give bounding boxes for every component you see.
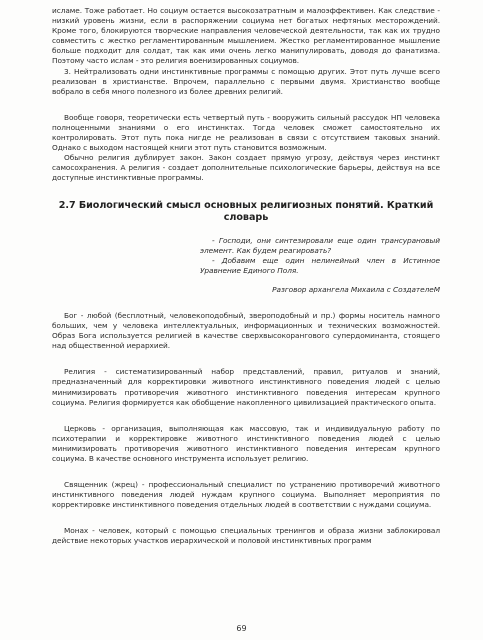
definition-religion: Религия - систематизированный набор представлений, правил, ритуалов и знаний, предназначенный для корректировки животного инстинктивного поведения людей с целью минимизировать противоречия животного инстинктивного поведения интересам крупного социума. Религия формируется как обобщение накопленного цивилизацией практического опыта. (52, 367, 440, 407)
epigraph (200, 236, 440, 276)
paragraph-islam: исламе. Тоже работает. Но социум остается высокозатратным и малоэффективен. Как следствие - низкий уровень жизни, если в распоряжении социума нет богатых нефтяных месторождений. Кроме того, блокируются творческие направления человеческой деятельности, так как их трудно совместить с жестко регламентированным мышлением. Жестко регламентированное мышление больше подходит для солдат, так как ими очень легко манипулировать, доводя до фанатизма. Поэтому часто ислам - это религия военизированных социумов. (52, 6, 440, 66)
definition-monk: Монах - человек, который с помощью специальных тренингов и образа жизни заблокировал действие некоторых участков иерархической и половой инстинктивных программ (52, 526, 440, 546)
page-number: 69 (236, 624, 247, 633)
epigraph-line-2: - Добавим еще один нелинейный член в Истинное Уравнение Единого Поля. (200, 255, 440, 275)
paragraph-religion-law: Обычно религия дублирует закон. Закон создает прямую угрозу, действуя через инстинкт самосохранения. А религия - создает дополнительные психологические барьеры, действуя на все доступные инстинктивные программы. (52, 153, 440, 183)
definition-god: Бог - любой (бесплотный, человекоподобный, звероподобный и пр.) формы носитель намного больших, чем у человека интеллектуальных, информационных и технических возможностей. Образ Бога используется религией в качестве сверхвысокорангового супердоминанта, стоящего над общественной иерархией. (52, 310, 440, 351)
definition-priest: Священник (жрец) - профессиональный специалист по устранению противоречий животного инстинктивного поведения людей нуждам крупного социума. Выполняет мероприятия по корректировке инстинктивного поведения отдельных людей в соответствии с нуждами социума. (52, 480, 440, 510)
section-heading: 2.7 Биологический смысл основных религиозных понятий. Краткий словарь (58, 199, 434, 223)
paragraph-fourth-way: Вообще говоря, теоретически есть четвертый путь - вооружить сильный рассудок НП человека полноценными знаниями о его инстинктах. Тогда человек сможет самостоятельно их контролировать. Этот путь пока нигде не реализован в связи с отсутствием таковых знаний. Однако с выходом настоящей книги этот путь становится возможным. (52, 112, 440, 153)
page-body (52, 6, 440, 547)
epigraph-line-1: - Господи, они синтезировали еще один трансурановый элемент. Как будем реагировать? (200, 235, 440, 255)
epigraph-source: Разговор архангела Михаила с СоздателеМ (272, 284, 440, 294)
paragraph-point-3: 3. Нейтрализовать одни инстинктивные программы с помощью других. Этот путь лучше всего реализован в христианстве. Впрочем, параллельно с первыми двумя. Христианство вообще вобрало в себя много полезного из более древних религий. (52, 66, 440, 96)
definition-church: Церковь - организация, выполняющая как массовую, так и индивидуальную работу по психотерапии и корректировке животного инстинктивного поведения людей с целью минимизировать противоречия животного инстинктивного поведения интересам крупного социума. В качестве основного инструмента использует религию. (52, 423, 440, 463)
